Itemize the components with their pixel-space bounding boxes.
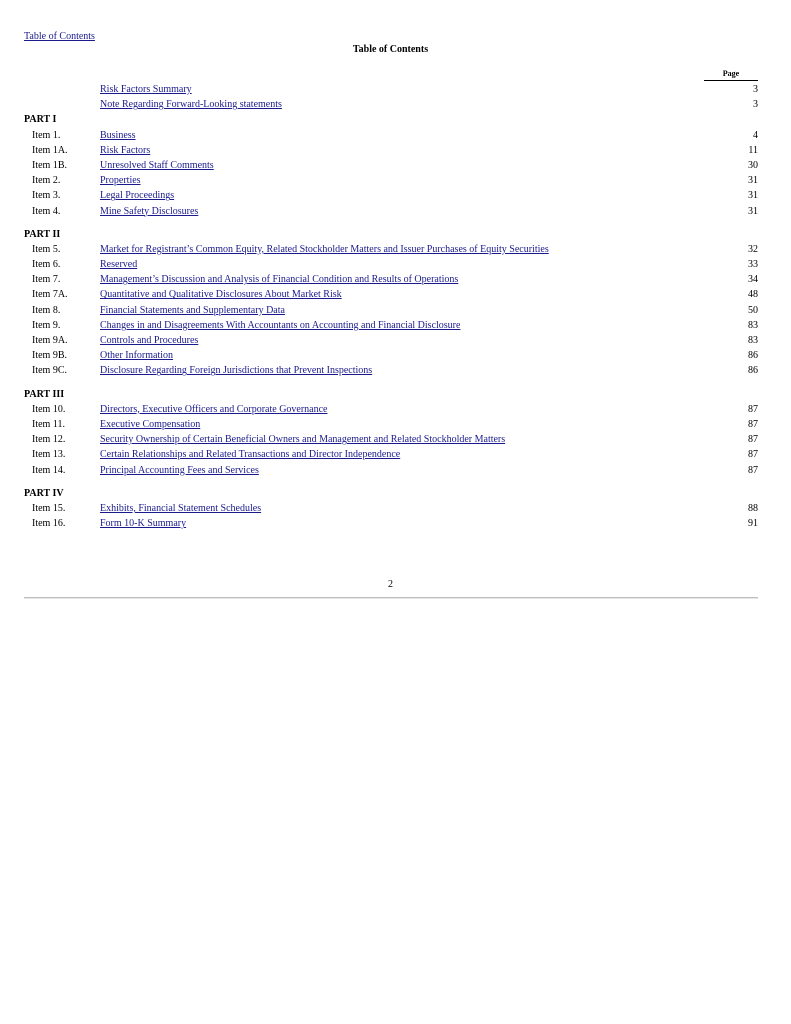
toc-item-number: Item 15.	[32, 502, 66, 514]
toc-row	[24, 432, 758, 447]
toc-page-number: 30	[748, 159, 758, 171]
toc-page-number: 33	[748, 259, 758, 271]
toc-item-number: Item 4.	[32, 205, 61, 217]
toc-link-reserved[interactable]: Reserved	[100, 259, 138, 271]
part-heading-1: PART I	[24, 114, 57, 126]
toc-link-forward-looking-statements[interactable]: Note Regarding Forward-Looking statements	[100, 99, 282, 111]
toc-item-number: Item 11.	[32, 418, 65, 430]
toc-link-mine-safety-disclosures[interactable]: Mine Safety Disclosures	[100, 205, 199, 217]
toc-item-number: Item 9.	[32, 319, 61, 331]
toc-item-number: Item 1A.	[32, 144, 68, 156]
toc-row-intro	[24, 97, 758, 112]
toc-row	[24, 417, 758, 432]
toc-row	[24, 287, 758, 302]
toc-row	[24, 257, 758, 272]
toc-item-number: Item 6.	[32, 259, 61, 271]
toc-item-number: Item 9A.	[32, 335, 68, 346]
toc-page-number: 87	[748, 434, 758, 446]
toc-page-number: 31	[748, 175, 758, 187]
toc-link-form-10k-summary[interactable]: Form 10-K Summary	[100, 518, 187, 530]
toc-page-number: 3	[753, 99, 758, 111]
toc-row	[24, 128, 758, 143]
toc-page-number: 31	[748, 190, 758, 202]
toc-row	[24, 318, 758, 333]
toc-item-number: Item 9B.	[32, 350, 67, 362]
toc-link-accounting-fees[interactable]: Principal Accounting Fees and Services	[100, 464, 259, 476]
table-of-contents-link[interactable]: Table of Contents	[24, 31, 95, 42]
toc-page-number: 32	[748, 243, 758, 255]
toc-row	[24, 272, 758, 287]
toc-item-number: Item 2.	[32, 175, 61, 187]
toc-item-number: Item 16.	[32, 518, 66, 530]
toc-page-number: 3	[753, 84, 758, 95]
toc-link-directors[interactable]: Directors, Executive Officers and Corporate Governance	[100, 403, 328, 415]
toc-row	[24, 303, 758, 318]
toc-row	[24, 188, 758, 203]
toc-link-changes-in-accountants[interactable]: Changes in and Disagreements With Accountants on Accounting and Financial Disclosure	[100, 319, 461, 331]
toc-item-number: Item 9C.	[32, 365, 67, 377]
toc-link-legal-proceedings[interactable]: Legal Proceedings	[100, 190, 175, 202]
toc-link-security-ownership[interactable]: Security Ownership of Certain Beneficial Owners and Management and Related Stockholder Matters	[100, 434, 506, 446]
toc-link-risk-factors[interactable]: Risk Factors	[100, 144, 151, 156]
toc-row	[24, 501, 758, 516]
toc-page-number: 91	[748, 518, 758, 530]
toc-item-number: Item 5.	[32, 243, 61, 255]
toc-page-number: 4	[753, 129, 758, 141]
toc-page-number: 87	[748, 403, 758, 415]
toc-row	[24, 447, 758, 462]
toc-page-number: 87	[748, 464, 758, 476]
toc-row	[24, 516, 758, 531]
toc-row	[24, 173, 758, 188]
toc-page-number: 87	[748, 449, 758, 461]
document-title: Table of Contents	[352, 44, 429, 55]
table-of-contents	[24, 82, 758, 531]
toc-link-unresolved-staff-comments[interactable]: Unresolved Staff Comments	[100, 159, 214, 171]
toc-page-number: 87	[748, 418, 758, 430]
toc-link-exhibits[interactable]: Exhibits, Financial Statement Schedules	[100, 502, 262, 514]
toc-link-properties[interactable]: Properties	[100, 175, 141, 187]
toc-link-related-transactions[interactable]: Certain Relationships and Related Transactions and Director Independence	[100, 449, 401, 461]
toc-page-number: 50	[748, 304, 758, 316]
toc-item-number: Item 12.	[32, 434, 66, 446]
toc-link-market-for-common-equity[interactable]: Market for Registrant’s Common Equity, Related Stockholder Matters and Issuer Purchases of Equity Securities	[100, 243, 549, 255]
toc-row	[24, 402, 758, 417]
toc-page-number: 88	[748, 502, 758, 514]
toc-page-number: 11	[748, 144, 758, 156]
toc-link-other-information[interactable]: Other Information	[100, 350, 174, 362]
toc-page-number: 83	[748, 319, 758, 331]
toc-item-number: Item 1.	[32, 129, 61, 141]
toc-link-mdna[interactable]: Management’s Discussion and Analysis of Financial Condition and Results of Operations	[100, 274, 459, 286]
toc-row	[24, 143, 758, 158]
toc-link-financial-statements[interactable]: Financial Statements and Supplementary Data	[100, 304, 285, 316]
page-column-header: Page	[704, 69, 758, 81]
toc-row	[24, 158, 758, 173]
toc-item-number: Item 8.	[32, 304, 61, 316]
toc-item-number: Item 7.	[32, 274, 61, 286]
toc-item-number: Item 7A.	[32, 289, 68, 301]
toc-item-number: Item 1B.	[32, 159, 67, 171]
toc-row	[24, 463, 758, 478]
toc-link-executive-compensation[interactable]: Executive Compensation	[100, 418, 201, 430]
toc-row	[24, 204, 758, 219]
section-gap	[24, 379, 758, 387]
page-divider	[24, 597, 758, 599]
part-heading-3: PART III	[24, 388, 65, 400]
part-heading-2: PART II	[24, 228, 61, 240]
toc-item-number: Item 10.	[32, 403, 66, 415]
toc-row-intro	[24, 82, 758, 97]
toc-page-number: 86	[748, 350, 758, 362]
toc-page-number: 31	[748, 205, 758, 217]
toc-row	[24, 348, 758, 363]
toc-row	[24, 242, 758, 257]
toc-page-number: 83	[748, 335, 758, 346]
section-gap	[24, 478, 758, 486]
toc-link-foreign-jurisdictions[interactable]: Disclosure Regarding Foreign Jurisdictions that Prevent Inspections	[100, 365, 373, 377]
toc-link-controls-and-procedures[interactable]: Controls and Procedures	[100, 335, 199, 346]
section-gap	[24, 219, 758, 227]
toc-row	[24, 333, 758, 348]
toc-link-business[interactable]: Business	[100, 129, 136, 141]
toc-link-market-risk[interactable]: Quantitative and Qualitative Disclosures About Market Risk	[100, 289, 342, 301]
part-heading-4: PART IV	[24, 487, 64, 499]
toc-page-number: 34	[748, 274, 758, 286]
toc-row	[24, 363, 758, 378]
toc-item-number: Item 14.	[32, 464, 66, 476]
page-number: 2	[388, 579, 393, 590]
toc-item-number: Item 13.	[32, 449, 66, 461]
toc-page-number: 48	[748, 289, 758, 301]
toc-item-number: Item 3.	[32, 190, 61, 202]
toc-page-number: 86	[748, 365, 758, 377]
toc-link-risk-factors-summary[interactable]: Risk Factors Summary	[100, 84, 192, 95]
